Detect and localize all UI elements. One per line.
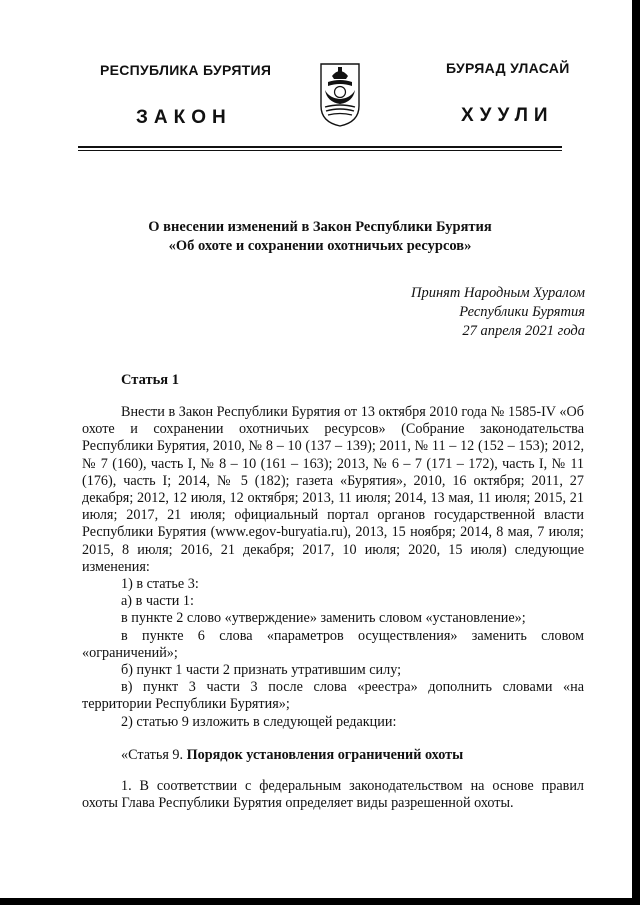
law-title [90,218,550,256]
header-rule-thick [78,146,562,148]
article-9-heading [82,747,584,764]
header-law-ru: ЗАКОН [136,107,232,128]
law-title-line1: О внесении изменений в Закон Республики Бурятия [148,219,492,235]
article-9-para-1: 1. В соответствии с федеральным законодательством на основе правил охоты Глава Республики Бурятия определяет виды разрешенной охоты. [82,778,584,812]
adoption-date: 27 апреля 2021 года [462,323,585,339]
header-republic-ru: РЕСПУБЛИКА БУРЯТИЯ [100,62,272,78]
list-item: а) в части 1: [121,593,194,610]
article-9-title: Порядок установления ограничений охоты [186,746,464,763]
list-item: в) пункт 3 части 3 после слова «реестра» дополнить словами «на территории Республики Бурятия»; [82,679,584,713]
list-item: 1) в статье 3: [121,576,199,593]
scan-edge-right [632,0,640,905]
list-item: 2) статью 9 изложить в следующей редакции: [121,713,397,730]
adoption-line2: Республики Бурятия [459,304,585,320]
law-title-line2: «Об охоте и сохранении охотничьих ресурсов» [168,238,472,254]
list-item: в пункте 6 слова «параметров осуществления» заменить словом «ограничений»; [82,627,584,661]
article-1-intro: Внести в Закон Республики Бурятия от 13 октября 2010 года № 1585-IV «Об охоте и сохранении охотничьих ресурсов» (Собрание законодательства Республики Бурятия, 2010, № 8 – 10 (137 – 139); 2011, № 11 – 12 (152 – 153); 2012, № 7 (160), часть I, № 8 – 10 (161 – 163); 2013, № 6 – 7 (171 – 172), часть I, № 11 (176), часть I; 2014, № 5 (182); газета «Бурятия», 2010, 16 октября; 2011, 27 декабря; 2012, 12 июля, 12 октября; 2013, 11 июля; 2014, 13 мая, 11 июля; 2015, 21 июля; 2017, 21 июля; официальный портал органов государственной власти Республики Бурятия (www.egov-buryatia.ru), 2013, 15 ноября; 2014, 8 мая, 7 июля; 2015, 8 июля; 2016, 21 декабря; 2017, 10 июля; 2020, 15 июля) следующие изменения: [82,404,584,575]
list-item: б) пункт 1 части 2 признать утратившим силу; [121,662,402,679]
header-republic-bua: БУРЯАД УЛАСАЙ [446,60,570,76]
scan-edge-bottom [0,898,640,905]
article-9-prefix: «Статья 9. [121,746,184,763]
header-law-bua: ХУУЛИ [461,105,554,126]
list-item: в пункте 2 слово «утверждение» заменить словом «установление»; [121,610,526,627]
document-body [82,404,584,812]
coat-of-arms-icon [319,60,361,128]
header-rule-thin [78,150,562,151]
adoption-line1: Принят Народным Хуралом [410,285,585,301]
adoption-note [411,284,585,341]
article-1-heading: Статья 1 [121,372,179,388]
